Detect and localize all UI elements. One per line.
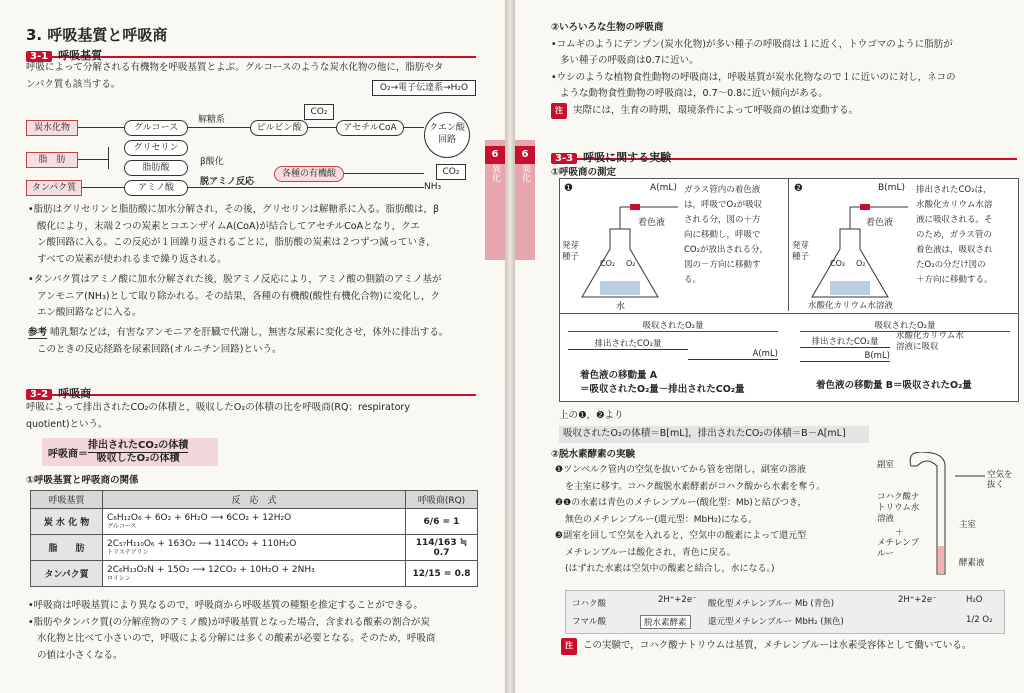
rq-value: 12/15 = 0.8	[406, 561, 478, 587]
section-3-2-heading	[26, 382, 476, 400]
arrow-line	[108, 147, 109, 169]
text-line: メチレンブルーは酸化され，青色に戻る。	[565, 547, 736, 558]
methylene-blue-label: メチレンブルー	[877, 538, 920, 559]
fat-bullet	[28, 202, 498, 268]
dehydrogenase-heading: ②脱水素酵素の実験	[551, 449, 636, 460]
note-tag: 注	[561, 638, 577, 655]
equation-note: ロイシン	[107, 575, 131, 582]
section-number: 3-1	[26, 51, 52, 62]
text-line: 図の－方向に移動す	[684, 260, 761, 270]
flask-2	[800, 189, 910, 309]
result-2: 着色液の移動量 B＝吸収されたO₂量	[816, 380, 972, 391]
arrow-line	[344, 173, 424, 174]
reduced-mb: 還元型メチレンブルー MbH₂ (無色)	[708, 617, 844, 627]
left-page	[0, 0, 505, 693]
text-line: 哺乳類などは，有害なアンモニアを肝臓で代謝し，無害な尿素に変化させ，体外に排出する。	[50, 327, 449, 338]
succinate: コハク酸	[572, 599, 607, 609]
text-line: 水酸化カリウム水溶	[916, 200, 993, 210]
water-label: 水	[616, 302, 626, 312]
text-line: •コムギのようにデンプン(炭水化物)が多い種子の呼吸商は１に近く，トウゴマのように脂肪が	[551, 38, 953, 50]
text-line: •脂肪はグリセリンと脂肪酸に加水分解され，その後，グリセリンは解糖系に入る。脂肪酸は，β	[28, 204, 440, 215]
respiration-pathway-diagram	[24, 80, 494, 202]
arrow-line	[78, 159, 108, 160]
amount-b: B(mL)	[878, 183, 905, 193]
text-line: 無色のメチレンブルー(還元型：MbH₂)になる。	[565, 514, 758, 525]
text-line: 着色液は，吸収され	[916, 245, 993, 255]
glucose-box: グルコース	[124, 120, 188, 136]
experiment-2-number: ❷	[794, 183, 803, 194]
table-row	[31, 561, 478, 587]
reaction-scheme	[565, 590, 1005, 634]
rq-measurement-panel	[559, 178, 1019, 402]
text-line: 着色液の移動量 A	[580, 370, 658, 381]
chapter-tab-right	[515, 140, 535, 260]
table-header-row	[31, 491, 478, 509]
section-title: 呼吸に関する実験	[583, 151, 672, 164]
b-bar: B(mL)	[800, 351, 890, 362]
table-header: 反 応 式	[103, 491, 406, 509]
text-line: たO₂の分だけ図の	[916, 260, 986, 270]
equation: C₆H₁₂O₆ + 6O₂ + 6H₂O ⟶ 6CO₂ + 12H₂O	[107, 513, 292, 523]
text-line: 実際には，生育の時期，環境条件によって呼吸商の値は変動する。	[573, 104, 859, 116]
rq-formula	[42, 438, 218, 466]
dye-label: 着色液	[866, 218, 894, 228]
glycolysis-label: 解糖系	[198, 115, 226, 125]
side-chamber-label: 副室	[877, 460, 895, 470]
arrow-line	[82, 187, 124, 188]
co2-label: CO₂	[600, 259, 616, 268]
experiment-1-description	[684, 183, 784, 288]
fumarate: フマル酸	[572, 617, 607, 627]
text-line: CO₂が放出される分，	[684, 245, 769, 255]
text-line: ンパク質も該当する。	[26, 78, 121, 90]
s32-paragraph	[26, 400, 496, 433]
text-line: エン酸回路などに入る。	[37, 307, 142, 318]
fat-box: 脂 肪	[26, 152, 78, 168]
panel-divider	[788, 179, 789, 311]
main-chamber-label: 主室	[959, 520, 977, 530]
arrow-line	[188, 127, 250, 128]
a-bar: A(mL)	[688, 349, 778, 360]
koh-label: 水酸化カリウム水溶液	[808, 301, 893, 311]
text-line: は，呼吸でO₂が吸収	[684, 200, 763, 210]
water-product: H₂O	[966, 595, 983, 605]
glycerin-box: グリセリン	[124, 140, 188, 156]
text-line: ❶ツンベルク管内の空気を抜いてから管を密閉し，副室の溶液	[555, 465, 806, 475]
o2-absorbed-bar-1: 吸収されたO₂量	[568, 319, 778, 332]
section-3-3-heading	[551, 146, 1017, 164]
chapter-label: 異化	[490, 164, 500, 182]
text-line: このときの反応経路を尿素回路(オルニチン回路)という。	[37, 343, 282, 355]
rq-value: 114/163 ≒ 0.7	[406, 535, 478, 561]
equation-note: トリステアリン	[107, 549, 149, 556]
text-line: 呼吸によって排出されたCO₂の体積と，吸収したO₂の体積の比を呼吸商(RQ：respiratory	[26, 402, 410, 413]
co2-released-bar-2: 排出されたCO₂量	[800, 335, 890, 348]
volume-formula: 吸収されたO₂の体積＝B[mL]，排出されたCO₂の体積＝B－A[mL]	[559, 426, 869, 443]
co2-box-a: CO₂	[304, 104, 334, 120]
table-caption: ①呼吸基質と呼吸商の関係	[26, 475, 139, 486]
text-line: の値は小さくなる。	[37, 649, 123, 661]
chapter-number: 6	[485, 146, 505, 164]
o2-etc-label: O₂→電子伝達系→H₂O	[372, 80, 476, 96]
table-cell: 炭 水 化 物	[31, 509, 103, 535]
text-line: る。	[684, 275, 702, 285]
section-title: 呼吸基質	[58, 49, 103, 62]
text-line: 向に移動し，呼吸で	[684, 230, 761, 240]
reference-note	[28, 325, 498, 358]
co2-box-b: CO₂	[436, 164, 466, 180]
equation: 2C₆H₁₃O₂N + 15O₂ ⟶ 12CO₂ + 10H₂O + 2NH₃	[107, 565, 315, 575]
seed-label: 発芽種子	[562, 241, 580, 262]
rq-table	[30, 490, 478, 587]
text-line: この実験で，コハク酸ナトリウムは基質，メチレンブルーは水素受容体として働いている。	[583, 640, 972, 651]
table-row	[31, 535, 478, 561]
text-line: ❸副室を回して空気を入れると，空気中の酸素によって還元型	[555, 531, 807, 541]
dye-label: 着色液	[638, 218, 666, 228]
reference-tag: 参考	[28, 327, 48, 338]
text-line: ような動物食性動物の呼吸商は，0.7～0.8に近い傾向がある。	[560, 88, 828, 99]
dehydrogenase-steps	[555, 462, 875, 578]
rq-value: 6/6 = 1	[406, 509, 478, 535]
oxidized-mb: 酸化型メチレンブルー Mb (青色)	[708, 599, 835, 609]
thunberg-tube-diagram	[877, 452, 1017, 580]
chapter-tab-left	[485, 140, 505, 260]
equation: 2C₅₇H₁₁₀O₆ + 163O₂ ⟶ 114CO₂ + 110H₂O	[107, 539, 297, 549]
formula-denominator: 吸収したO₂の体積	[96, 452, 180, 464]
result-1	[580, 369, 744, 397]
o2-label: O₂	[626, 259, 636, 268]
right-page	[515, 0, 1024, 693]
section-3-title: 3. 呼吸基質と呼吸商	[26, 26, 168, 44]
text-line: を主室に移す。コハク酸脱水素酵素がコハク酸から水素を奪う。	[565, 481, 826, 492]
text-line: ガラス管内の着色液	[684, 185, 761, 195]
pyruvate-box: ピルビン酸	[250, 120, 308, 136]
arrow-line	[78, 127, 124, 128]
enzyme-label: 酵素液	[959, 558, 985, 568]
proton-electron-2: 2H⁺+2e⁻	[898, 595, 937, 605]
text-line: 排出されたCO₂は，	[916, 185, 992, 195]
proton-electron-1: 2H⁺+2e⁻	[658, 595, 697, 605]
o2-absorbed-bar-2: 吸収されたO₂量	[800, 319, 1010, 332]
table-header: 呼吸商(RQ)	[406, 491, 478, 509]
section-title: 呼吸商	[58, 387, 92, 400]
table-cell: タンパク質	[31, 561, 103, 587]
text-line: 液に吸収される。そ	[916, 215, 993, 225]
section-number: 3-3	[551, 153, 577, 164]
text-line: 水化物と比べて小さいので，呼吸による分解には多くの酸素が必要となる。そのため，呼吸商	[37, 633, 436, 644]
text-line: •呼吸商は呼吸基質により異なるので，呼吸商から呼吸基質の種類を推定することができる。	[28, 600, 423, 611]
note-2	[561, 638, 1021, 655]
evacuate-label: 空気を抜く	[987, 470, 1013, 490]
plus-label: ＋	[895, 528, 904, 538]
chapter-label: 異化	[520, 164, 530, 182]
formula-numerator: 排出されたCO₂の体積	[88, 439, 189, 451]
seed-label: 発芽種子	[792, 241, 810, 262]
acetyl-coa-box: アセチルCoA	[336, 120, 404, 136]
flask-1	[570, 189, 680, 309]
section-number: 3-2	[26, 389, 52, 400]
experiment-2-description	[916, 183, 1016, 288]
co2-label: CO₂	[830, 259, 846, 268]
citric-acid-cycle: クエン酸回路	[424, 112, 470, 158]
book-gutter	[505, 0, 515, 693]
text-line: 呼吸によって分解される有機物を呼吸基質とよぶ。グルコースのような炭水化物の他に，脂肪やタ	[26, 62, 444, 73]
note-tag: 注	[551, 103, 567, 120]
co2-released-bar-1: 排出されたCO₂量	[568, 337, 688, 350]
text-line: ❷❶の水素は青色のメチレンブルー(酸化型：Mb)と結びつき，	[555, 498, 807, 508]
equation-note: グルコース	[107, 523, 137, 530]
protein-bullet	[28, 272, 498, 322]
rq-bullets	[28, 598, 498, 664]
arrow-line	[308, 127, 336, 128]
measurement-heading: ①呼吸商の測定	[551, 167, 617, 178]
text-line: (はずれた水素は空気中の酸素と結合し，水になる。)	[565, 564, 775, 574]
organic-acids-box: 各種の有機酸	[274, 166, 344, 182]
text-line: アンモニア(NH₃)として取り除かれる。その結果，各種の有機酸(酸性有機化合物)に変化し，ク	[37, 290, 441, 302]
table-row	[31, 509, 478, 535]
text-line: •タンパク質はアミノ酸に加水分解された後，脱アミノ反応により，アミノ酸の側鎖のアミノ基が	[28, 274, 442, 285]
fatty-acid-box: 脂肪酸	[124, 160, 188, 176]
section-3-1-heading	[26, 44, 476, 62]
text-line: •脂肪やタンパク質(の分解産物のアミノ酸)が呼吸基質となった場合，含まれる酸素の割合が炭	[28, 616, 430, 628]
deamination-label: 脱アミノ反応	[200, 177, 255, 187]
text-line: 多い種子の呼吸商は0.7に近い。	[560, 55, 699, 66]
protein-box: タンパク質	[26, 180, 82, 196]
text-line: される分，図の＋方	[684, 215, 761, 225]
from-label: 上の❶，❷より	[559, 410, 624, 421]
succinate-label: コハク酸ナトリウム水溶液	[877, 492, 920, 524]
half-oxygen: 1/2 O₂	[966, 615, 993, 625]
amino-acid-box: アミノ酸	[124, 180, 188, 196]
text-line: すべての炭素が使われるまで繰り返される。	[37, 253, 227, 265]
text-line: quotient)という。	[26, 418, 108, 430]
table-cell: 脂 肪	[31, 535, 103, 561]
text-line: ＋方向に移動する。	[916, 275, 993, 285]
subsection-heading: ②いろいろな生物の呼吸商	[551, 22, 664, 33]
formula-lhs: 呼吸商＝	[48, 448, 88, 460]
panel-divider	[560, 313, 1018, 314]
text-line: ＝吸収されたO₂量－排出されたCO₂量	[580, 384, 745, 395]
carbohydrate-box: 炭水化物	[26, 120, 78, 136]
experiment-1-number: ❶	[564, 183, 573, 194]
text-line: ン酸回路に入る。この反応が１回繰り返されるごとに，脂肪酸の炭素は２つずつ減っていき，	[37, 237, 436, 248]
text-line: 酸化により，末端２つの炭素とコエンザイムA(CoA)が結合してアセチルCoAとなり，クエ	[37, 220, 420, 232]
o2-label: O₂	[856, 259, 866, 268]
arrow-line	[404, 127, 424, 128]
text-line: のため，ガラス管の	[916, 230, 992, 240]
dehydrogenase-label: 脱水素酵素	[640, 615, 691, 629]
text-line: •ウシのような植物食性動物の呼吸商は，呼吸基質が炭水化物なので１に近いのに対し，ネコの	[551, 71, 956, 83]
beta-oxidation-label: β酸化	[200, 157, 224, 167]
table-header: 呼吸基質	[31, 491, 103, 509]
arrow-line	[188, 187, 424, 188]
nh3-label: NH₃	[424, 182, 442, 192]
chapter-number: 6	[515, 146, 535, 164]
organism-rq-section	[551, 20, 1017, 119]
amount-a: A(mL)	[650, 183, 677, 193]
koh-absorbed-label: 水酸化カリウム水溶液に吸収	[896, 331, 964, 352]
